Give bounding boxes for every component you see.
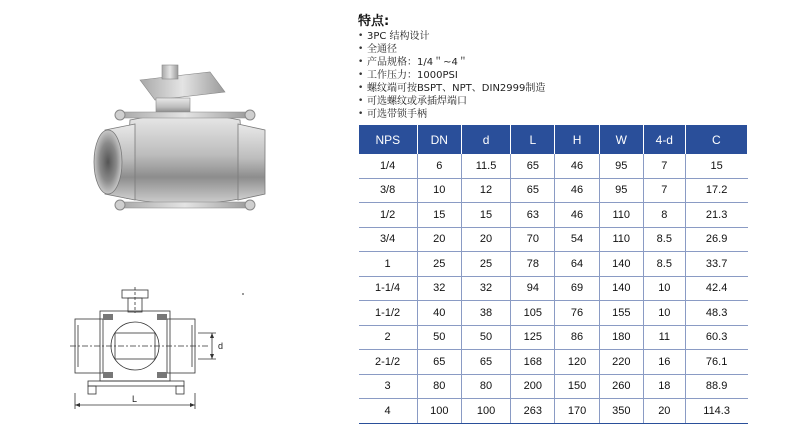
header-cell-nps: NPS [359, 125, 418, 154]
header-cell-h: H [555, 125, 599, 154]
table-cell: 86 [555, 325, 599, 350]
table-cell: 1-1/4 [359, 276, 418, 301]
dim-L-label: L [132, 394, 138, 404]
table-cell: 20 [643, 399, 685, 424]
valve-photo [60, 60, 300, 230]
stray-mark [242, 293, 244, 295]
table-cell: 16 [643, 350, 685, 375]
table-cell: 120 [555, 350, 599, 375]
table-cell: 25 [417, 252, 461, 277]
table-cell: 95 [599, 178, 643, 203]
table-cell: 78 [511, 252, 555, 277]
header-cell-l: L [511, 125, 555, 154]
table-cell: 3/4 [359, 227, 418, 252]
table-cell: 15 [461, 203, 510, 228]
table-cell: 100 [417, 399, 461, 424]
table-cell: 15 [685, 154, 747, 178]
table-cell: 33.7 [685, 252, 747, 277]
table-cell: 65 [511, 178, 555, 203]
table-cell: 15 [417, 203, 461, 228]
table-cell: 220 [599, 350, 643, 375]
table-cell: 350 [599, 399, 643, 424]
table-body [359, 154, 748, 423]
table-row [359, 276, 748, 301]
table-cell: 69 [555, 276, 599, 301]
header-cell-dn: DN [417, 125, 461, 154]
header-cell-c: C [685, 125, 747, 154]
table-row [359, 154, 748, 178]
table-cell: 46 [555, 178, 599, 203]
table-cell: 40 [417, 301, 461, 326]
table-cell: 20 [461, 227, 510, 252]
table-cell: 100 [461, 399, 510, 424]
table-cell: 70 [511, 227, 555, 252]
table-cell: 48.3 [685, 301, 747, 326]
table-cell: 95 [599, 154, 643, 178]
table-row [359, 399, 748, 424]
feature-item: • 全通径 [358, 43, 778, 56]
table-cell: 50 [417, 325, 461, 350]
table-cell: 114.3 [685, 399, 747, 424]
specification-table [358, 125, 748, 424]
table-cell: 12 [461, 178, 510, 203]
header-cell-d: d [461, 125, 510, 154]
table-cell: 1-1/2 [359, 301, 418, 326]
table-row [359, 350, 748, 375]
table-cell: 80 [417, 374, 461, 399]
table-cell: 8.5 [643, 227, 685, 252]
table-cell: 105 [511, 301, 555, 326]
table-cell: 76.1 [685, 350, 747, 375]
table-cell: 88.9 [685, 374, 747, 399]
table-cell: 10 [643, 301, 685, 326]
table-cell: 50 [461, 325, 510, 350]
feature-item: • 3PC 结构设计 [358, 30, 778, 43]
feature-item: • 螺纹端可按BSPT、NPT、DIN2999制造 [358, 82, 778, 95]
table-cell: 18 [643, 374, 685, 399]
table-cell: 200 [511, 374, 555, 399]
table-cell: 80 [461, 374, 510, 399]
table-cell: 17.2 [685, 178, 747, 203]
table-cell: 46 [555, 154, 599, 178]
table-cell: 94 [511, 276, 555, 301]
table-cell: 63 [511, 203, 555, 228]
table-cell: 6 [417, 154, 461, 178]
table-cell: 25 [461, 252, 510, 277]
table-cell: 3/8 [359, 178, 418, 203]
table-cell: 65 [511, 154, 555, 178]
table-cell: 32 [417, 276, 461, 301]
table-row [359, 203, 748, 228]
table-cell: 4 [359, 399, 418, 424]
table-cell: 10 [417, 178, 461, 203]
table-row [359, 301, 748, 326]
table-cell: 54 [555, 227, 599, 252]
feature-item: • 产品规格：1/4＂~4＂ [358, 56, 778, 69]
table-cell: 260 [599, 374, 643, 399]
table-cell: 26.9 [685, 227, 747, 252]
table-cell: 2 [359, 325, 418, 350]
table-cell: 46 [555, 203, 599, 228]
features-list [358, 30, 778, 121]
feature-item: • 工作压力：1000PSI [358, 69, 778, 82]
table-header-row [359, 125, 748, 154]
table-cell: 64 [555, 252, 599, 277]
table-cell: 8 [643, 203, 685, 228]
table-cell: 155 [599, 301, 643, 326]
table-cell: 150 [555, 374, 599, 399]
table-cell: 65 [461, 350, 510, 375]
table-cell: 140 [599, 276, 643, 301]
table-cell: 76 [555, 301, 599, 326]
table-cell: 2-1/2 [359, 350, 418, 375]
table-row [359, 325, 748, 350]
table-cell: 1 [359, 252, 418, 277]
table-cell: 65 [417, 350, 461, 375]
table-cell: 1/2 [359, 203, 418, 228]
table-cell: 20 [417, 227, 461, 252]
table-cell: 10 [643, 276, 685, 301]
table-row [359, 227, 748, 252]
table-cell: 3 [359, 374, 418, 399]
table-row [359, 178, 748, 203]
table-cell: 8.5 [643, 252, 685, 277]
table-cell: 168 [511, 350, 555, 375]
header-cell-w: W [599, 125, 643, 154]
table-cell: 7 [643, 178, 685, 203]
table-cell: 11 [643, 325, 685, 350]
table-cell: 180 [599, 325, 643, 350]
features-panel [358, 10, 778, 121]
table-cell: 38 [461, 301, 510, 326]
table-cell: 42.4 [685, 276, 747, 301]
table-cell: 11.5 [461, 154, 510, 178]
section-drawing [70, 285, 300, 415]
ball-valve-image [60, 60, 300, 230]
valve-cross-section-diagram [70, 285, 300, 415]
table-cell: 7 [643, 154, 685, 178]
table-cell: 21.3 [685, 203, 747, 228]
table-cell: 110 [599, 227, 643, 252]
table-row [359, 374, 748, 399]
table-cell: 32 [461, 276, 510, 301]
feature-item: • 可选螺纹或承插焊端口 [358, 95, 778, 108]
header-cell-4d: 4-d [643, 125, 685, 154]
table-cell: 125 [511, 325, 555, 350]
features-title: 特点: [358, 14, 390, 29]
dim-d-label: d [218, 341, 224, 351]
table-cell: 60.3 [685, 325, 747, 350]
table-cell: 110 [599, 203, 643, 228]
table-cell: 170 [555, 399, 599, 424]
table-cell: 1/4 [359, 154, 418, 178]
feature-item: • 可选带锁手柄 [358, 108, 778, 121]
table-cell: 140 [599, 252, 643, 277]
table-cell: 263 [511, 399, 555, 424]
table-row [359, 252, 748, 277]
